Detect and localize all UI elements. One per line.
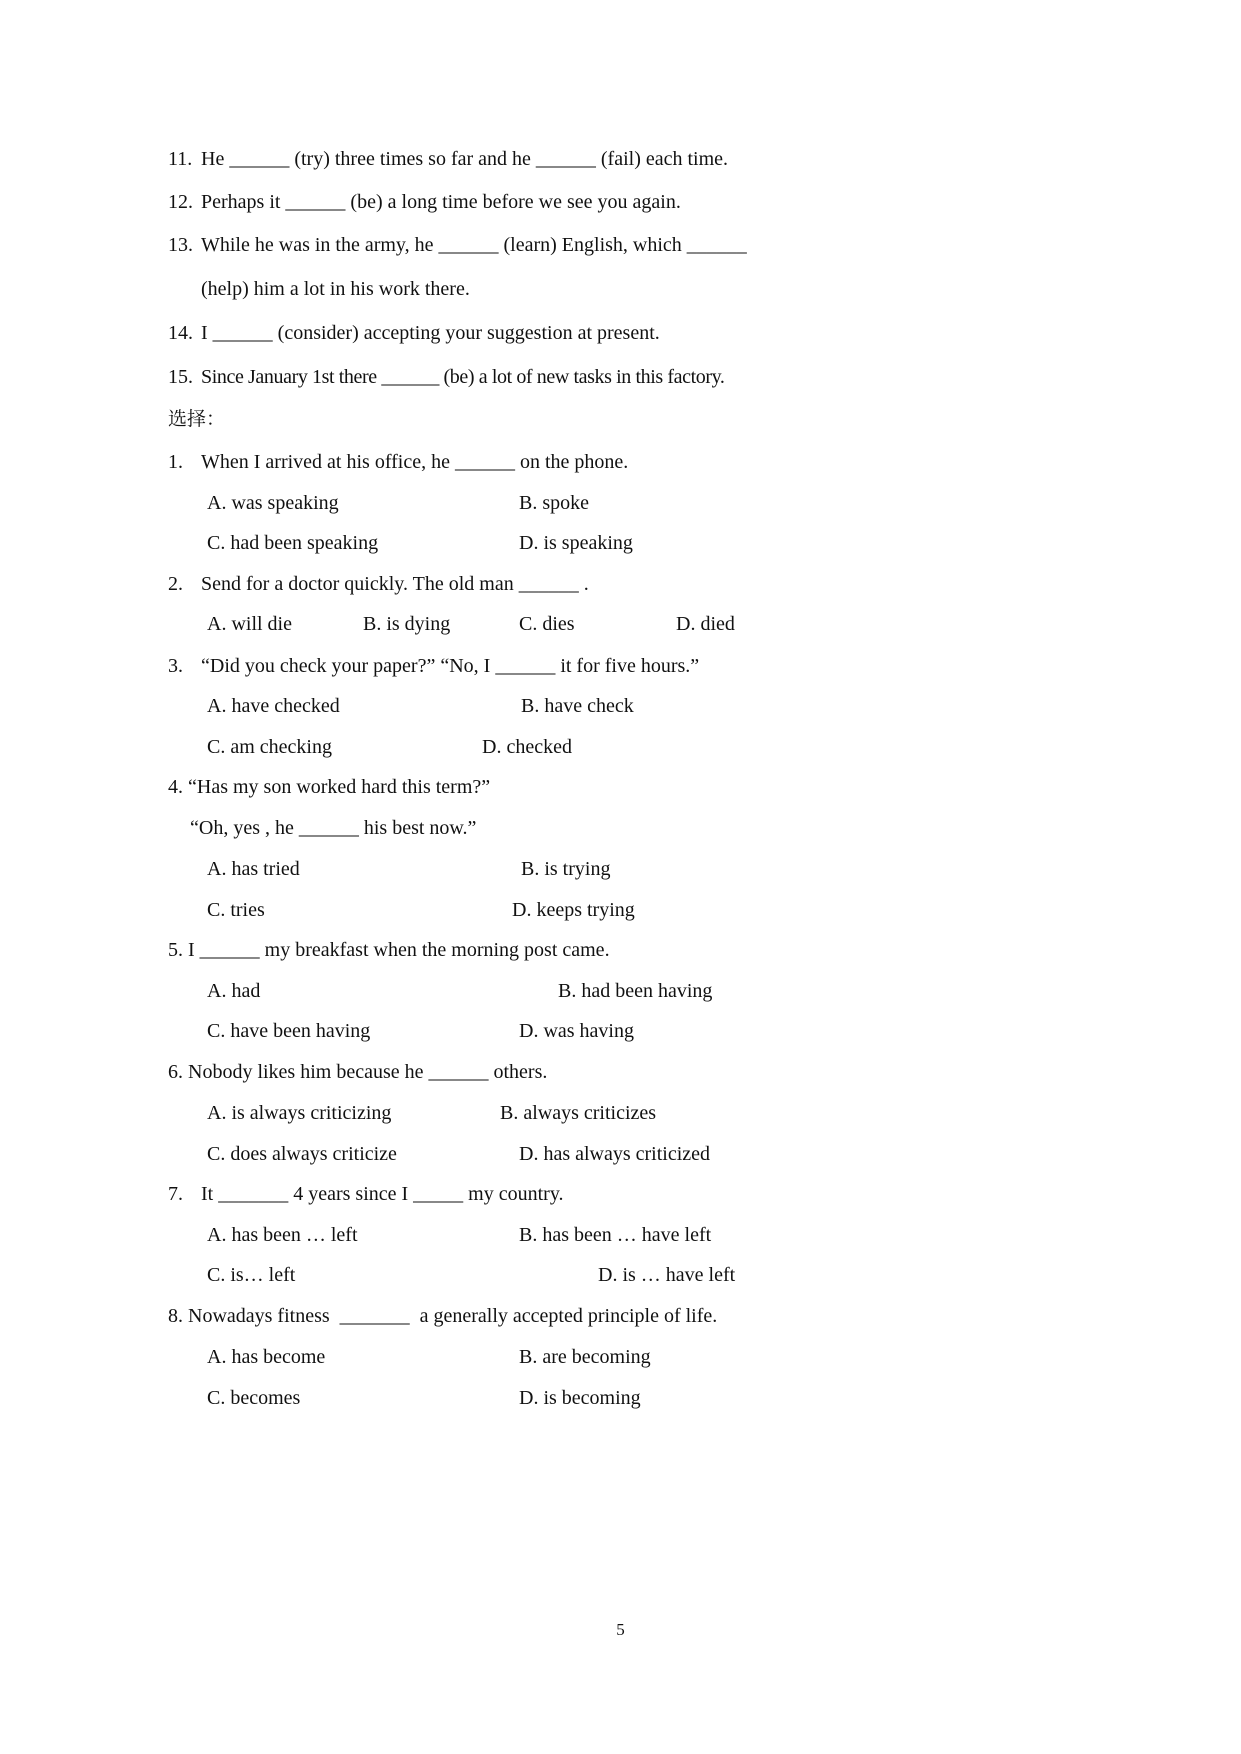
question-stem: 6. Nobody likes him because he ______ others.	[168, 1061, 548, 1083]
option-d: D. died	[676, 613, 735, 635]
option-b: B. is trying	[521, 858, 611, 880]
option-a: A. was speaking	[207, 492, 339, 514]
question-number: 2.	[168, 573, 183, 595]
option-a: A. has become	[207, 1346, 326, 1368]
option-a: A. is always criticizing	[207, 1102, 392, 1124]
question-stem: Send for a doctor quickly. The old man ______ .	[201, 573, 589, 595]
question-text-continued: (help) him a lot in his work there.	[201, 278, 470, 300]
question-number: 13.	[168, 234, 193, 256]
option-d: D. is becoming	[519, 1387, 641, 1409]
question-number: 7.	[168, 1183, 183, 1205]
question-stem: 8. Nowadays fitness _______ a generally accepted principle of life.	[168, 1305, 718, 1327]
question-number: 12.	[168, 191, 193, 213]
option-c: C. am checking	[207, 736, 332, 758]
option-a: A. will die	[207, 613, 292, 635]
option-a: A. had	[207, 980, 261, 1002]
question-stem: When I arrived at his office, he ______ on the phone.	[201, 451, 629, 473]
option-c: C. had been speaking	[207, 532, 379, 554]
option-d: D. has always criticized	[519, 1143, 711, 1165]
option-c: C. becomes	[207, 1387, 301, 1409]
question-number: 11.	[168, 148, 193, 170]
question-stem: 5. I ______ my breakfast when the morning post came.	[168, 939, 610, 961]
question-stem: It _______ 4 years since I _____ my country.	[201, 1183, 564, 1205]
option-b: B. had been having	[558, 980, 713, 1002]
option-a: A. have checked	[207, 695, 340, 717]
option-c: C. does always criticize	[207, 1143, 397, 1165]
page-number: 5	[616, 1620, 625, 1639]
option-b: B. has been … have left	[519, 1224, 712, 1246]
question-number: 14.	[168, 322, 193, 344]
option-c: C. dies	[519, 613, 575, 635]
question-number: 3.	[168, 655, 183, 677]
section-heading: 选择：	[168, 408, 226, 430]
question-stem: 4. “Has my son worked hard this term?”	[168, 776, 491, 798]
question-text: While he was in the army, he ______ (learn) English, which ______	[201, 234, 747, 256]
option-b: B. have check	[521, 695, 634, 717]
option-b: B. is dying	[363, 613, 451, 635]
option-d: D. is speaking	[519, 532, 633, 554]
option-c: C. tries	[207, 899, 265, 921]
question-text: He ______ (try) three times so far and he ______ (fail) each time.	[201, 148, 729, 170]
question-text: Perhaps it ______ (be) a long time before we see you again.	[201, 191, 681, 213]
question-number: 15.	[168, 366, 193, 388]
option-d: D. was having	[519, 1020, 634, 1042]
question-text: I ______ (consider) accepting your suggestion at present.	[201, 322, 660, 344]
question-text: Since January 1st there ______ (be) a lot of new tasks in this factory.	[201, 366, 725, 388]
question-stem: “Did you check your paper?” “No, I ______ it for five hours.”	[201, 655, 700, 677]
option-a: A. has been … left	[207, 1224, 358, 1246]
option-b: B. always criticizes	[500, 1102, 657, 1124]
option-d: D. checked	[482, 736, 572, 758]
option-b: B. spoke	[519, 492, 589, 514]
option-c: C. have been having	[207, 1020, 371, 1042]
option-b: B. are becoming	[519, 1346, 651, 1368]
option-c: C. is… left	[207, 1264, 296, 1286]
question-stem-continued: “Oh, yes , he ______ his best now.”	[190, 817, 477, 839]
option-a: A. has tried	[207, 858, 300, 880]
question-number: 1.	[168, 451, 183, 473]
option-d: D. is … have left	[598, 1264, 736, 1286]
option-d: D. keeps trying	[512, 899, 635, 921]
